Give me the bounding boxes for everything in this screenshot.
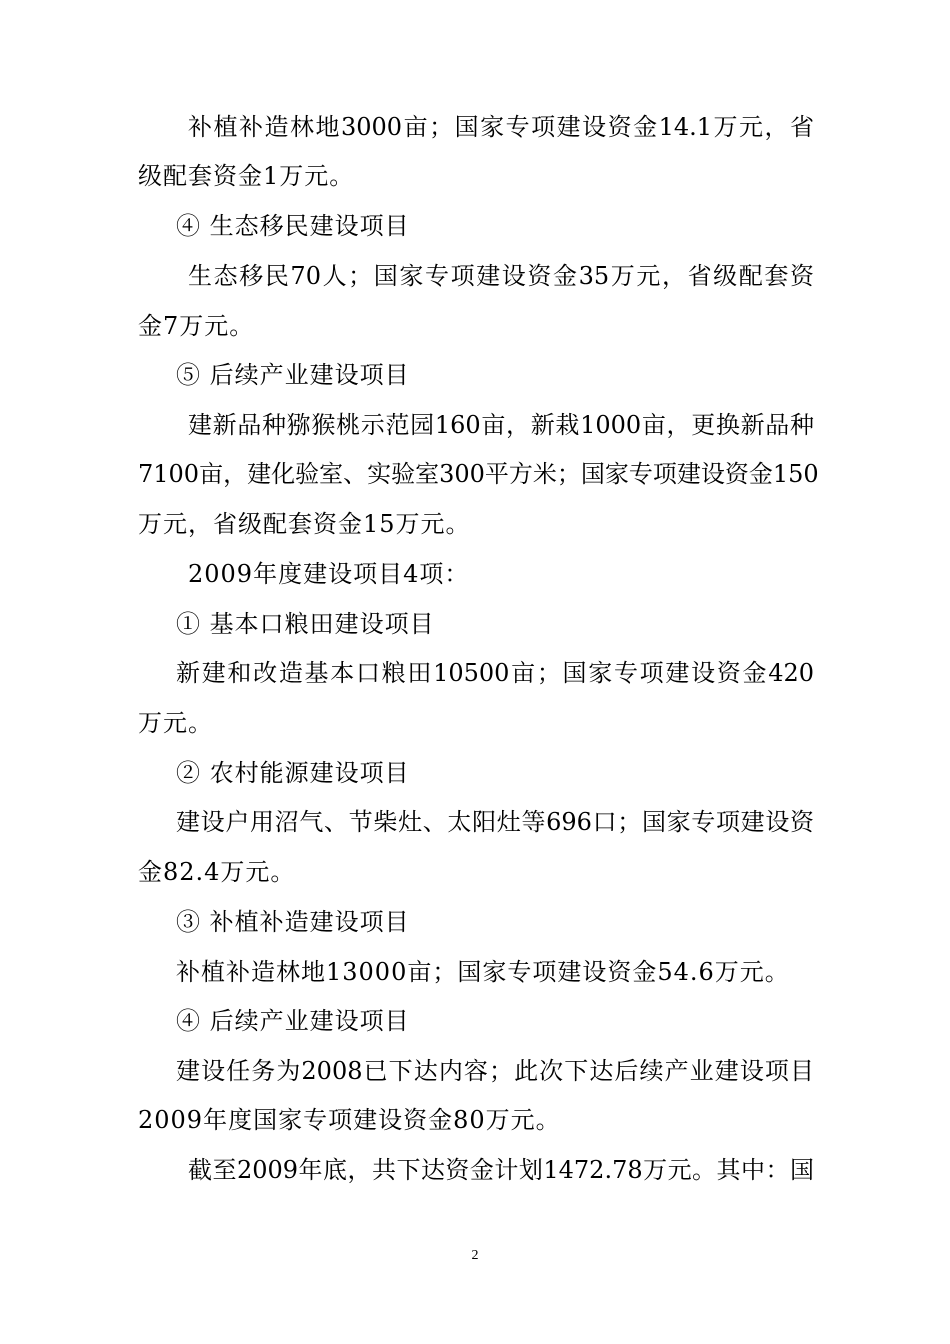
page-number: 2 (471, 1248, 479, 1263)
text-line: 金82.4万元。 (138, 858, 296, 886)
text-line: 生态移民70人；国家专项建设资金35万元，省级配套资 (188, 262, 814, 290)
text-line: 万元，省级配套资金15万元。 (138, 510, 471, 538)
section-heading: ⑤ 后续产业建设项目 (176, 361, 410, 389)
text-line: 7100亩，建化验室、实验室300平方米；国家专项建设资金150 (138, 460, 819, 488)
section-heading: 2009年度建设项目4项： (188, 560, 470, 588)
text-line: 金7万元。 (138, 312, 255, 340)
text-line: 建设任务为2008已下达内容；此次下达后续产业建设项目 (176, 1057, 814, 1085)
section-heading: ④ 后续产业建设项目 (176, 1007, 410, 1035)
text-line: 万元。 (138, 709, 213, 737)
text-line: 截至2009年底，共下达资金计划1472.78万元。其中：国 (188, 1156, 814, 1184)
text-line: 新建和改造基本口粮田10500亩；国家专项建设资金420 (176, 659, 814, 687)
text-line: 级配套资金1万元。 (138, 162, 355, 190)
text-line: 建新品种猕猴桃示范园160亩，新栽1000亩，更换新品种 (188, 411, 814, 439)
text-line: 补植补造林地3000亩；国家专项建设资金14.1万元，省 (188, 113, 814, 141)
section-heading: ③ 补植补造建设项目 (176, 908, 410, 936)
text-line: 补植补造林地13000亩；国家专项建设资金54.6万元。 (176, 958, 790, 986)
text-line: 2009年度国家专项建设资金80万元。 (138, 1106, 561, 1134)
section-heading: ① 基本口粮田建设项目 (176, 610, 435, 638)
text-line: 建设户用沼气、节柴灶、太阳灶等696口；国家专项建设资 (176, 808, 814, 836)
section-heading: ② 农村能源建设项目 (176, 759, 410, 787)
section-heading: ④ 生态移民建设项目 (176, 212, 410, 240)
